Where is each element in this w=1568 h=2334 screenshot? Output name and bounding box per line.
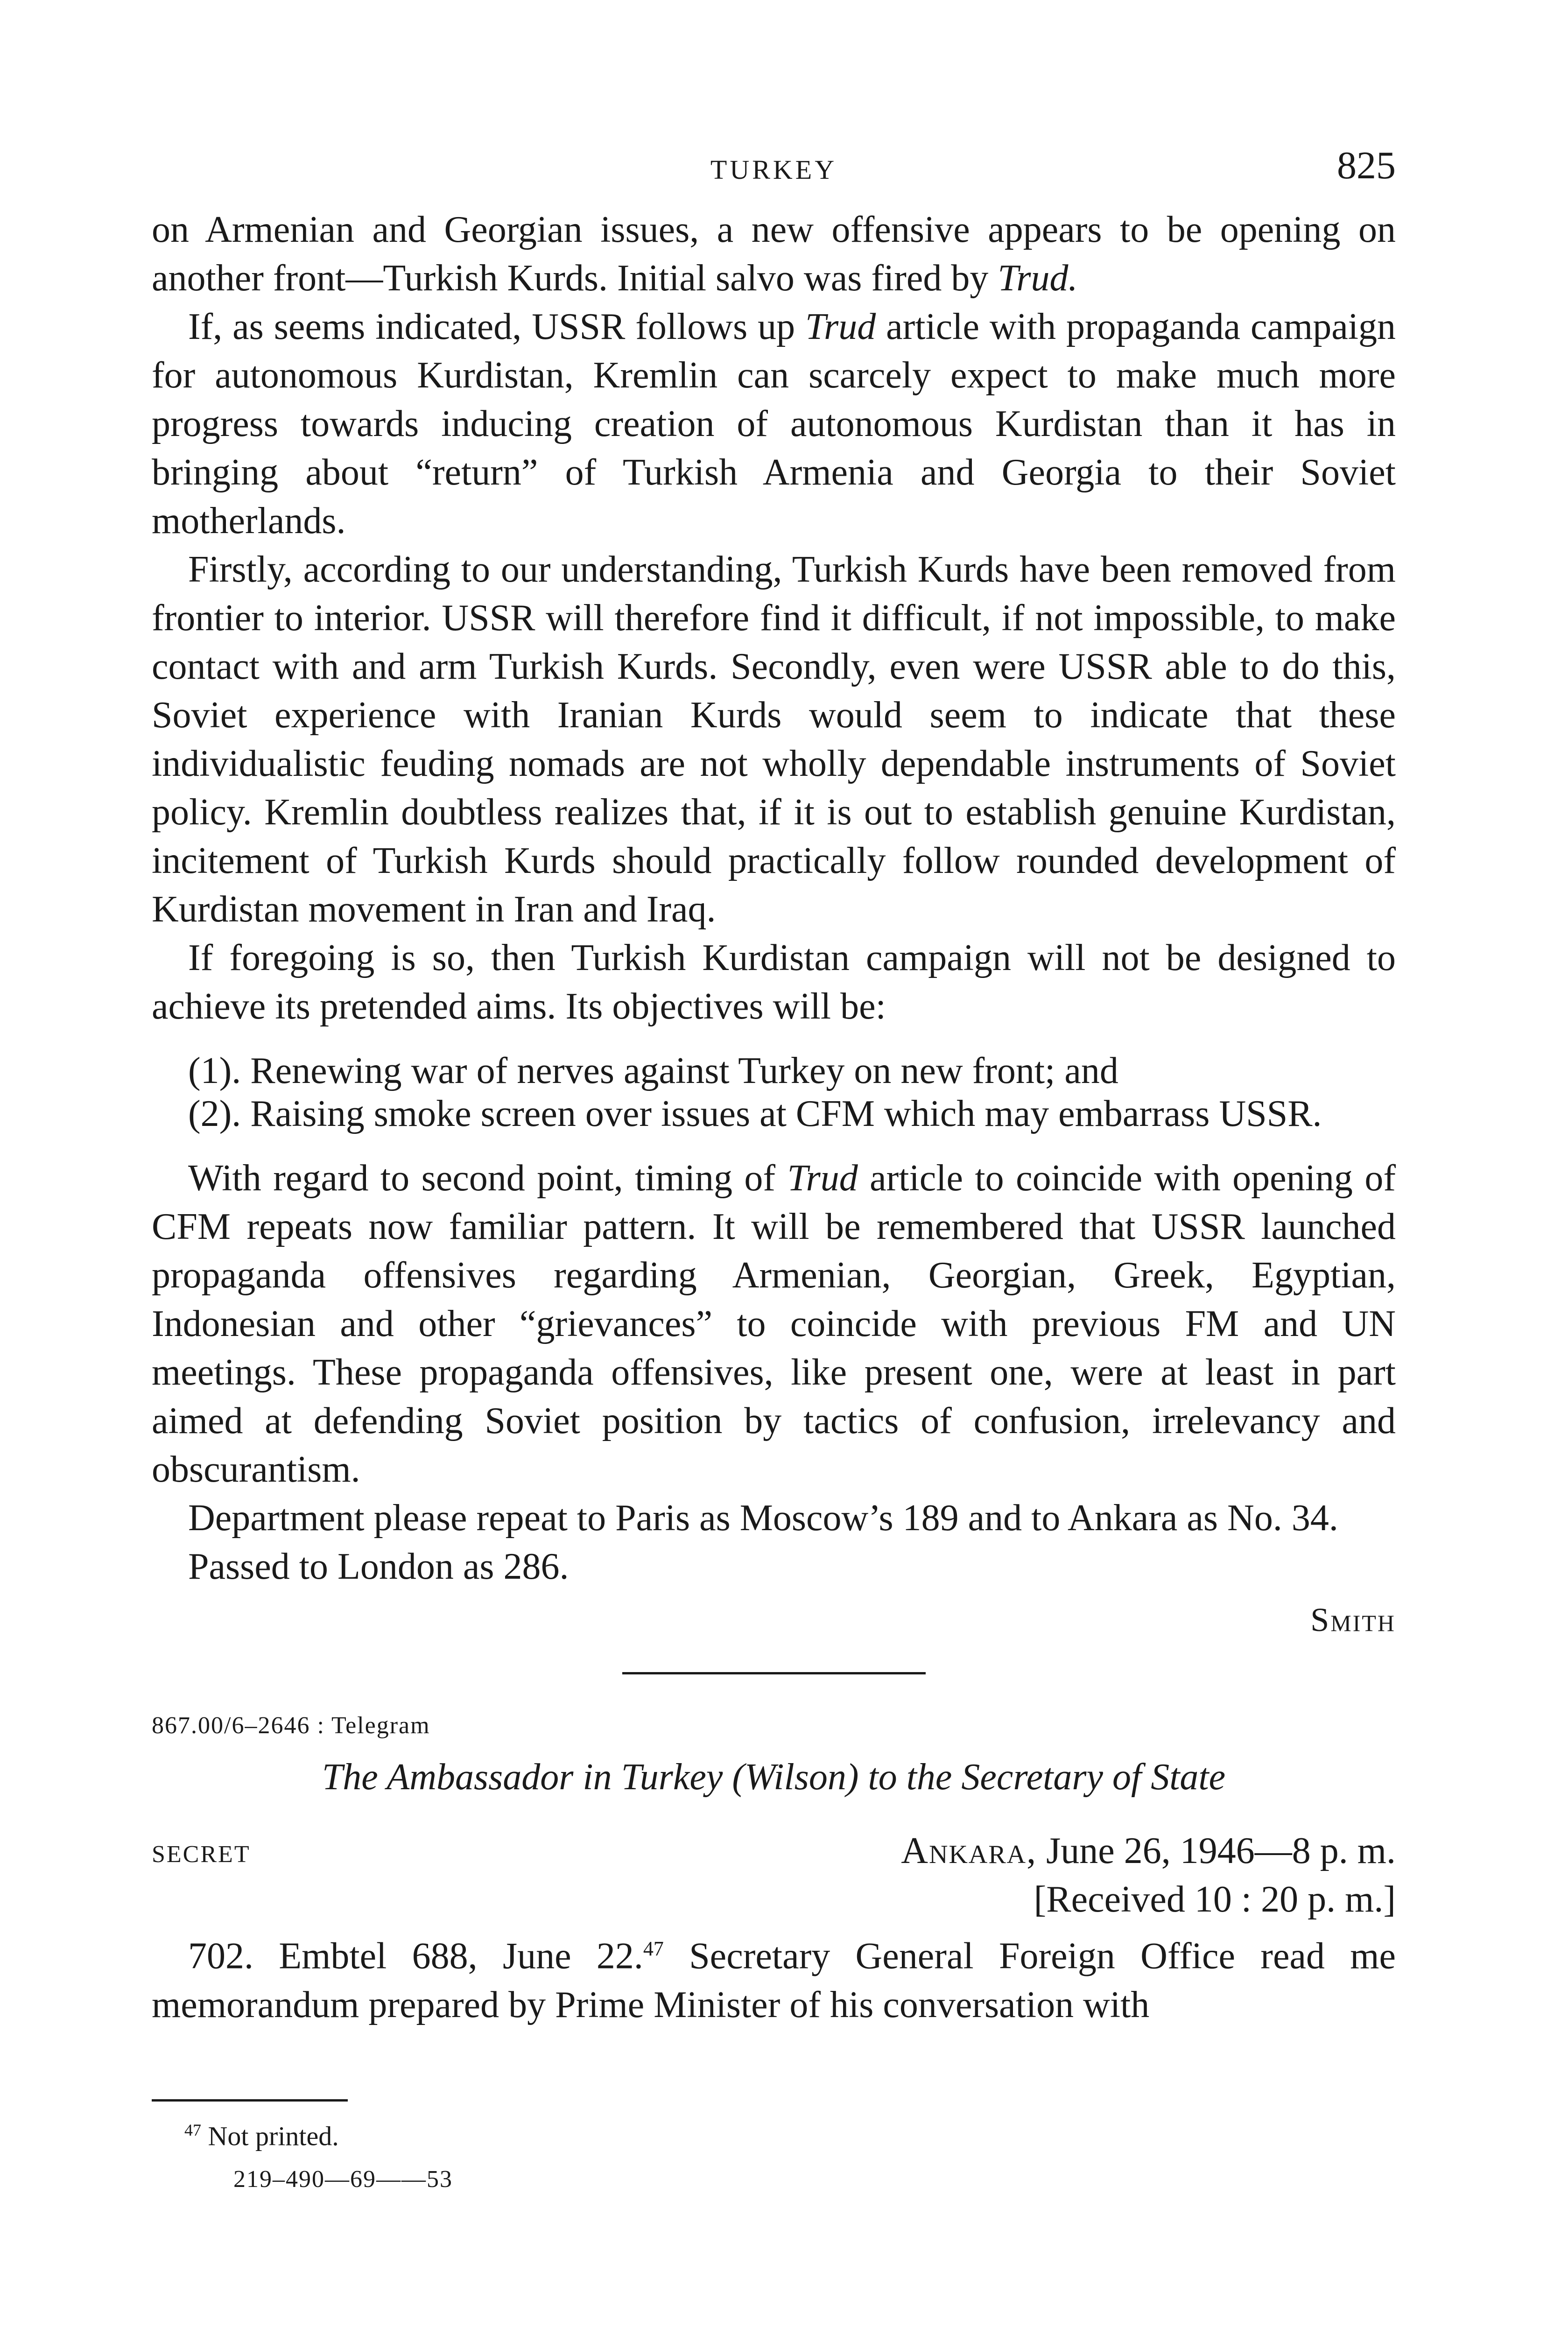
page-number: 825: [1337, 144, 1396, 187]
paragraph-5-text-a: With regard to second point, timing of: [188, 1158, 788, 1199]
footnote-divider: [152, 2099, 348, 2102]
paragraph-7: Passed to London as 286.: [188, 1546, 569, 1587]
sent-date: June 26, 1946—8 p. m.: [1037, 1830, 1396, 1871]
trud-reference: Trud: [787, 1158, 858, 1199]
page-header: [152, 140, 1396, 205]
classification-label: SECRET: [152, 1841, 251, 1868]
place-name: Ankara,: [901, 1830, 1037, 1871]
footnote-text: Not printed.: [201, 2120, 339, 2151]
telegram-body: [152, 205, 1396, 1031]
trud-reference: Trud: [805, 306, 876, 347]
paragraph-4: If foregoing is so, then Turkish Kurdistan campaign will not be designed to achieve its pretended aims. Its objectives will be:: [152, 937, 1396, 1027]
document-title: The Ambassador in Turkey (Wilson) to the Secretary of State: [322, 1757, 1226, 1798]
sent-line: [901, 1827, 1396, 1875]
running-head: TURKEY: [710, 155, 837, 185]
trud-reference: Trud.: [998, 258, 1078, 299]
received-line: [Received 10 : 20 p. m.]: [1034, 1879, 1396, 1920]
section-divider: [622, 1672, 926, 1674]
paragraph-1: [152, 205, 1396, 302]
footnote-marker: 47: [184, 2120, 201, 2139]
paragraph-2-text-b: article with propaganda campaign for autonomous Kurdistan, Kremlin can scarcely expect to make much more progress towards inducing creation of autonomous Kurdistan than it has in bringing about “return” of Turkish Armenia and Georgia to their Soviet motherlands.: [152, 306, 1396, 541]
paragraph-2-text-a: If, as seems indicated, USSR follows up: [188, 306, 805, 347]
paragraph-702-text-b: Secretary General Foreign Office read me memorandum prepared by Prime Minister of his conversation with: [152, 1935, 1396, 2025]
paragraph-6: Department please repeat to Paris as Moscow’s 189 and to Ankara as No. 34.: [188, 1497, 1338, 1539]
paragraph-702-text-a: 702. Embtel 688, June 22.: [188, 1935, 643, 1977]
second-telegram-body: [152, 1925, 1396, 2029]
objective-item-2: (2). Raising smoke screen over issues at CFM which may embarrass USSR.: [188, 1093, 1322, 1134]
paragraph-5-text-b: article to coincide with opening of CFM repeats now familiar pattern. It will be remembered that USSR launched propaganda offensives regarding Armenian, Georgian, Greek, Egyptian, Indonesian and other “grievances” to coincide with previous FM and UN meetings. These propaganda offensives, like present one, were at least in part aimed at defending Soviet position by tactics of confusion, irrelevancy and obscurantism.: [152, 1158, 1396, 1490]
paragraph-5: [152, 1154, 1396, 1494]
document-page: [152, 140, 1396, 2193]
signature: Smith: [1310, 1601, 1396, 1638]
paragraph-1-text: on Armenian and Georgian issues, a new offensive appears to be opening on another front—Turkish Kurds. Initial salvo was fired by: [152, 209, 1396, 299]
print-code: 219–490—69——53: [233, 2165, 453, 2193]
file-reference: 867.00/6–2646 : Telegram: [152, 1712, 430, 1739]
objectives-list: [152, 1049, 1396, 1135]
footnote: [184, 2120, 1396, 2151]
paragraph-3: Firstly, according to our understanding, Turkish Kurds have been removed from frontier to interior. USSR will therefore find it difficult, if not impossible, to make contact with and arm Turkish Kurds. Secondly, even were USSR able to do this, Soviet experience with Iranian Kurds would seem to indicate that these individualistic feuding nomads are not wholly dependable instruments of Soviet policy. Kremlin doubtless realizes that, if it is out to establish genuine Kurdistan, incitement of Turkish Kurds should practically follow rounded development of Kurdistan movement in Iran and Iraq.: [152, 549, 1396, 930]
document-meta: [152, 1827, 1396, 1925]
dateline: [901, 1827, 1396, 1924]
objective-item-1: (1). Renewing war of nerves against Turkey on new front; and: [188, 1050, 1118, 1091]
telegram-body-continued: [152, 1154, 1396, 1591]
footnote-reference: 47: [643, 1937, 664, 1960]
paragraph-702: [152, 1925, 1396, 2029]
paragraph-2: [152, 302, 1396, 545]
